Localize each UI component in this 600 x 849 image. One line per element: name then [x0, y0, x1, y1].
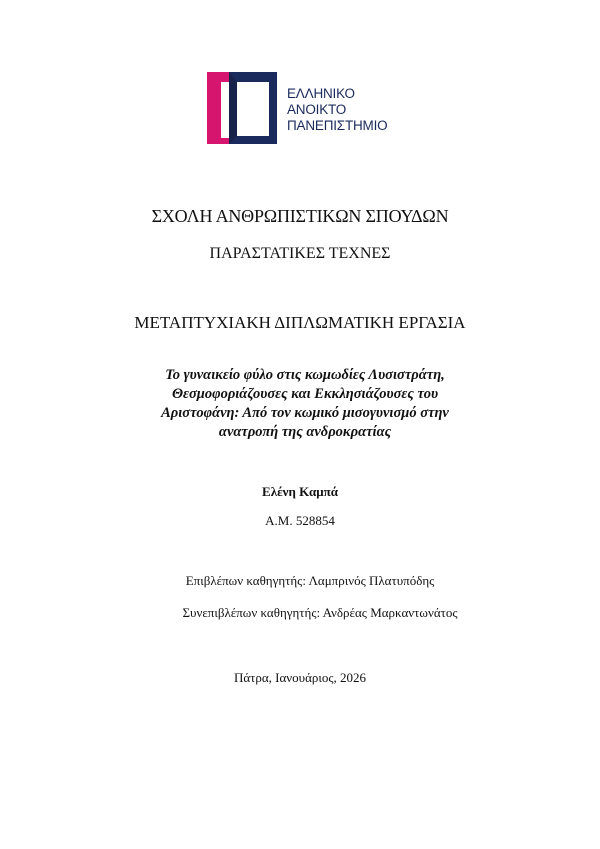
title-line: Θεσμοφοριάζουσες και Εκκλησιάζουσες του: [171, 386, 439, 402]
title-line: ανατροπή της ανδροκρατίας: [218, 424, 392, 440]
university-logo: [207, 72, 407, 147]
author-name: Ελένη Καμπά: [262, 484, 338, 499]
co-supervisor: Συνεπιβλέπων καθηγητής: Ανδρέας Μαρκαντωνάτος: [182, 605, 458, 620]
school-name: ΣΧΟΛΗ ΑΝΘΡΩΠΙΣΤΙΚΩΝ ΣΠΟΥΔΩΝ: [151, 206, 449, 226]
supervisor: Επιβλέπων καθηγητής: Λαμπρινός Πλατυπόδης: [185, 573, 435, 588]
department-name: ΠΑΡΑΣΤΑΤΙΚΕΣ ΤΕΧΝΕΣ: [209, 245, 391, 262]
student-id: Α.Μ. 528854: [265, 513, 335, 528]
thesis-title: [140, 366, 470, 442]
logo-line: ΑΝΟΙΚΤΟ: [287, 102, 347, 117]
university-logo-mark: [207, 72, 277, 144]
university-logo-text: [287, 86, 387, 134]
logo-line: ΕΛΛΗΝΙΚΟ: [287, 86, 355, 101]
title-line: Το γυναικείο φύλο στις κωμωδίες Λυσιστράτη,: [165, 367, 445, 383]
logo-line: ΠΑΝΕΠΙΣΤΗΜΙΟ: [287, 118, 388, 133]
place-date: Πάτρα, Ιανουάριος, 2026: [233, 670, 367, 685]
thesis-type: ΜΕΤΑΠΤΥΧΙΑΚΗ ΔΙΠΛΩΜΑΤΙΚΗ ΕΡΓΑΣΙΑ: [134, 313, 466, 332]
title-line: Αριστοφάνη: Από τον κωμικό μισογυνισμό στην: [161, 405, 449, 421]
